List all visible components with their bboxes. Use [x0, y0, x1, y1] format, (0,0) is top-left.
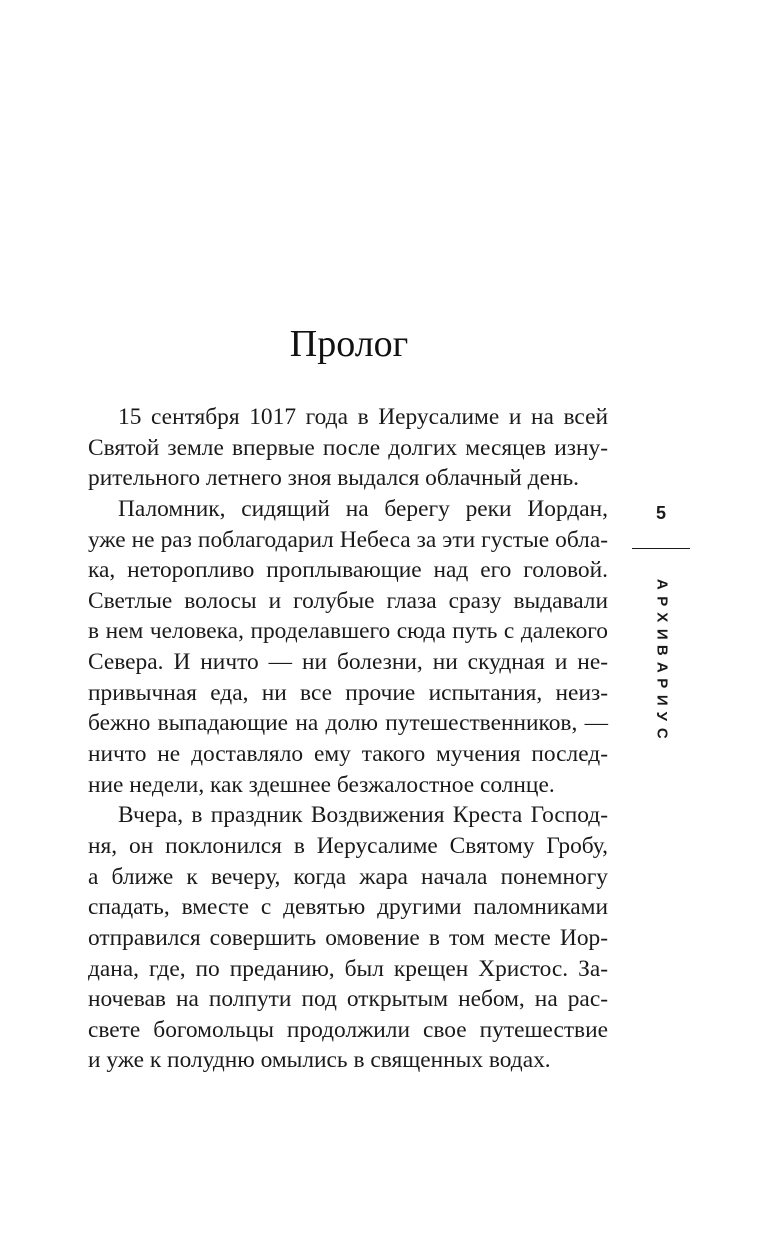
running-head-letter: Р — [653, 678, 671, 689]
text-line: ние недели, как здешнее безжалостное солнце. — [88, 771, 555, 798]
text-line: в нем человека, проделавшего сюда путь с далекого — [88, 618, 608, 645]
text-line: Вчера, в праздник Воздвижения Креста Господ- — [118, 802, 608, 829]
text-line: бежно выпадающие на долю путешественников, — — [88, 710, 608, 737]
page-number: 5 — [655, 503, 666, 523]
text-line: ня, он поклонился в Иерусалиме Святому Гробу, — [88, 832, 608, 859]
running-head-letter: И — [653, 628, 671, 640]
text-line: дана, где, по преданию, был крещен Христос. За- — [88, 955, 608, 982]
text-line: и уже к полудню омылись в священных водах. — [88, 1047, 551, 1074]
prologue-text — [88, 402, 608, 1076]
text-line: свете богомольцы продолжили свое путешествие — [88, 1016, 608, 1043]
text-line: рительного летнего зноя выдался облачный день. — [88, 465, 579, 492]
text-line: Паломник, сидящий на берегу реки Иордан, — [118, 495, 608, 522]
text-line: ка, неторопливо проплывающие над его головой. — [88, 557, 608, 584]
text-line: Светлые волосы и голубые глаза сразу выдавали — [88, 587, 608, 614]
running-head-letter: В — [653, 644, 671, 656]
text-line: Севера. И ничто — ни болезни, ни скудная и не- — [88, 649, 608, 676]
running-head-letter: Х — [653, 612, 671, 623]
running-head-letter: Р — [653, 595, 671, 606]
text-line: 15 сентября 1017 года в Иерусалиме и на всей — [118, 404, 608, 430]
text-line: уже не раз поблагодарил Небеса за эти густые обла- — [88, 526, 608, 553]
text-line: а ближе к вечеру, когда жара начала понемногу — [88, 863, 608, 890]
text-line: ночевав на полпути под открытым небом, на рас- — [88, 986, 608, 1013]
text-line: ничто не доставляло ему такого мучения послед- — [88, 741, 608, 768]
text-line: Святой земле впервые после долгих месяцев изну- — [88, 434, 608, 461]
text-line: отправился совершить омовение в том месте Иор- — [88, 924, 608, 951]
running-head-letter: А — [653, 661, 671, 673]
running-head-letter: У — [653, 711, 671, 721]
running-head — [651, 576, 671, 741]
running-head-letter: А — [653, 578, 671, 590]
running-head-letter: С — [653, 727, 671, 739]
margin-divider — [632, 548, 690, 549]
text-line: спадать, вместе с девятью другими паломниками — [88, 894, 608, 921]
text-line: привычная еда, ни все прочие испытания, неиз- — [88, 679, 608, 706]
running-head-letter: И — [653, 694, 671, 706]
chapter-title: Пролог — [289, 323, 409, 365]
